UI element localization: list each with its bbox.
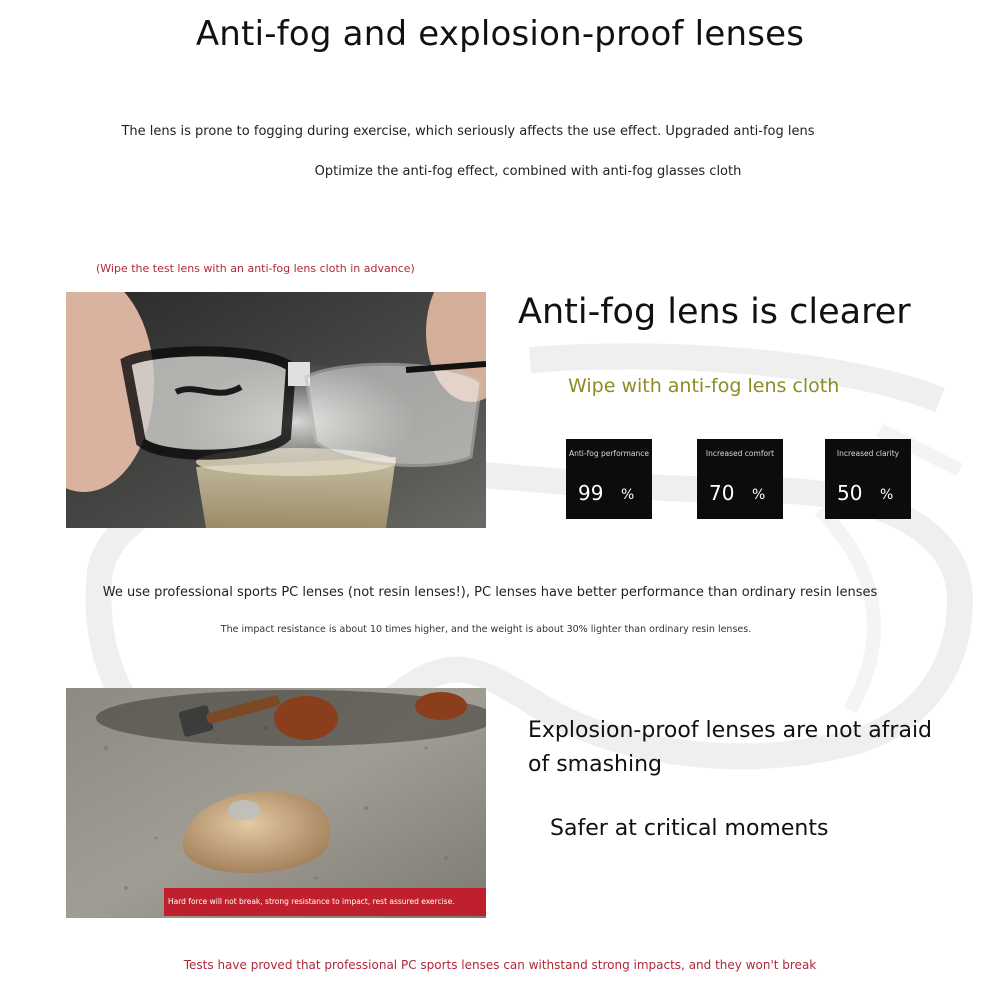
impact-test-photo: [66, 688, 486, 918]
stat-increased-comfort: [697, 439, 783, 519]
intro-text-line-2: Optimize the anti-fog effect, combined with anti-fog glasses cloth: [314, 164, 742, 179]
explosion-proof-heading: Explosion-proof lenses are not afraid of smashing: [528, 718, 933, 777]
stat-unit: %: [880, 487, 894, 503]
bottom-test-note: Tests have proved that professional PC sports lenses can withstand strong impacts, and they won't break: [183, 958, 817, 972]
stat-unit: %: [752, 487, 766, 503]
antifog-subheading: Wipe with anti-fog lens cloth: [568, 375, 840, 397]
stat-value: 70: [709, 481, 735, 505]
page-title: Anti-fog and explosion-proof lenses: [195, 14, 805, 54]
pc-lens-description: We use professional sports PC lenses (not resin lenses!), PC lenses have better performance than ordinary resin lenses: [102, 585, 878, 600]
stat-value: 99: [578, 481, 604, 505]
stat-label: Increased clarity: [836, 449, 900, 458]
stat-label: Increased comfort: [705, 449, 775, 458]
intro-text-line-1: The lens is prone to fogging during exercise, which seriously affects the use effect. Upgraded anti-fog lens: [121, 124, 815, 139]
hammer-stone-illustration: [66, 688, 486, 918]
test-note: (Wipe the test lens with an anti-fog lens cloth in advance): [96, 262, 415, 275]
stat-value: 50: [837, 481, 863, 505]
stat-label: Anti-fog performance: [568, 449, 650, 458]
stat-unit: %: [621, 487, 635, 503]
pc-lens-detail: The impact resistance is about 10 times higher, and the weight is about 30% lighter than ordinary resin lenses.: [220, 624, 752, 635]
stat-increased-clarity: [825, 439, 911, 519]
safety-tagline: Safer at critical moments: [550, 816, 829, 841]
impact-photo-caption: Hard force will not break, strong resistance to impact, rest assured exercise.: [164, 888, 486, 916]
antifog-heading: Anti-fog lens is clearer: [518, 292, 911, 332]
antifog-test-photo: [66, 292, 486, 528]
glasses-steam-illustration: [66, 292, 486, 528]
stat-antifog-performance: [566, 439, 652, 519]
